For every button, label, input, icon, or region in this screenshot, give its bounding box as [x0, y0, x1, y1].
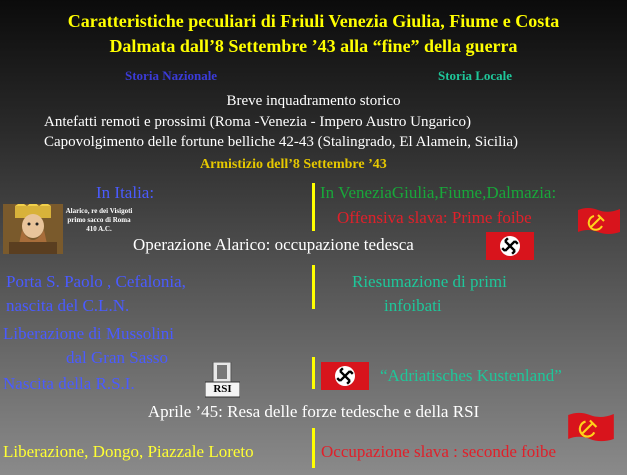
rsi-label: RSI	[213, 383, 232, 395]
gran-sasso-text: dal Gran Sasso	[66, 348, 168, 367]
cln-birth-text: nascita del C.L.N.	[6, 296, 130, 315]
adriatisches-kustenland-text: “Adriatisches Kustenland”	[380, 366, 562, 385]
liberation-dongo-text: Liberazione, Dongo, Piazzale Loreto	[3, 442, 254, 461]
mussolini-liberation-text: Liberazione di Mussolini	[3, 324, 174, 343]
hammer-sickle-flag-icon	[576, 206, 622, 236]
intro-line-2: Antefatti remoti e prossimi (Roma -Venezia - Impero Austro Ungarico)	[44, 114, 471, 130]
rsi-emblem	[205, 362, 240, 398]
timeline-divider	[312, 265, 315, 309]
slide-title-line-2: Dalmata dall’8 Settembre ’43 alla “fine” della guerra	[109, 36, 518, 56]
armistice-heading: Armistizio dell’8 Settembre ’43	[200, 157, 387, 172]
timeline-divider	[312, 428, 315, 468]
alaric-caption: Alarico, re dei Visigoti primo sacco di Roma 410 A.C.	[65, 207, 133, 233]
intro-line-1: Breve inquadramento storico	[226, 93, 401, 109]
porta-san-paolo-text: Porta S. Paolo , Cefalonia,	[6, 272, 186, 291]
exhumation-text-1: Riesumazione di primi	[352, 272, 507, 291]
operation-alaric-text: Operazione Alarico: occupazione tedesca	[133, 235, 414, 254]
april-45-surrender-text: Aprile ’45: Resa delle forze tedesche e della RSI	[147, 402, 480, 421]
rsi-birth-text: Nascita della R.S.I.	[3, 374, 135, 393]
header-national-history: Storia Nazionale	[125, 68, 218, 83]
alaric-portrait	[3, 204, 63, 254]
right-heading-venezia-giulia: In VeneziaGiulia,Fiume,Dalmazia:	[320, 183, 557, 202]
left-heading-italy: In Italia:	[96, 183, 155, 202]
nazi-flag-icon	[486, 232, 534, 260]
hammer-sickle-flag-icon	[566, 410, 616, 444]
exhumation-text-2: infoibati	[384, 296, 442, 315]
timeline-divider	[312, 183, 315, 231]
intro-line-3: Capovolgimento delle fortune belliche 42-43 (Stalingrado, El Alamein, Sicilia)	[44, 134, 519, 150]
timeline-divider	[312, 357, 315, 389]
alaric-portrait-icon	[3, 204, 63, 254]
nazi-flag-icon	[321, 362, 369, 390]
slide-title-line-1: Caratteristiche peculiari di Friuli Venezia Giulia, Fiume e Costa	[67, 11, 560, 31]
header-local-history: Storia Locale	[438, 68, 513, 83]
slav-offensive-text: Offensiva slava: Prime foibe	[337, 208, 532, 227]
slav-occupation-text: Occupazione slava : seconde foibe	[321, 442, 557, 461]
